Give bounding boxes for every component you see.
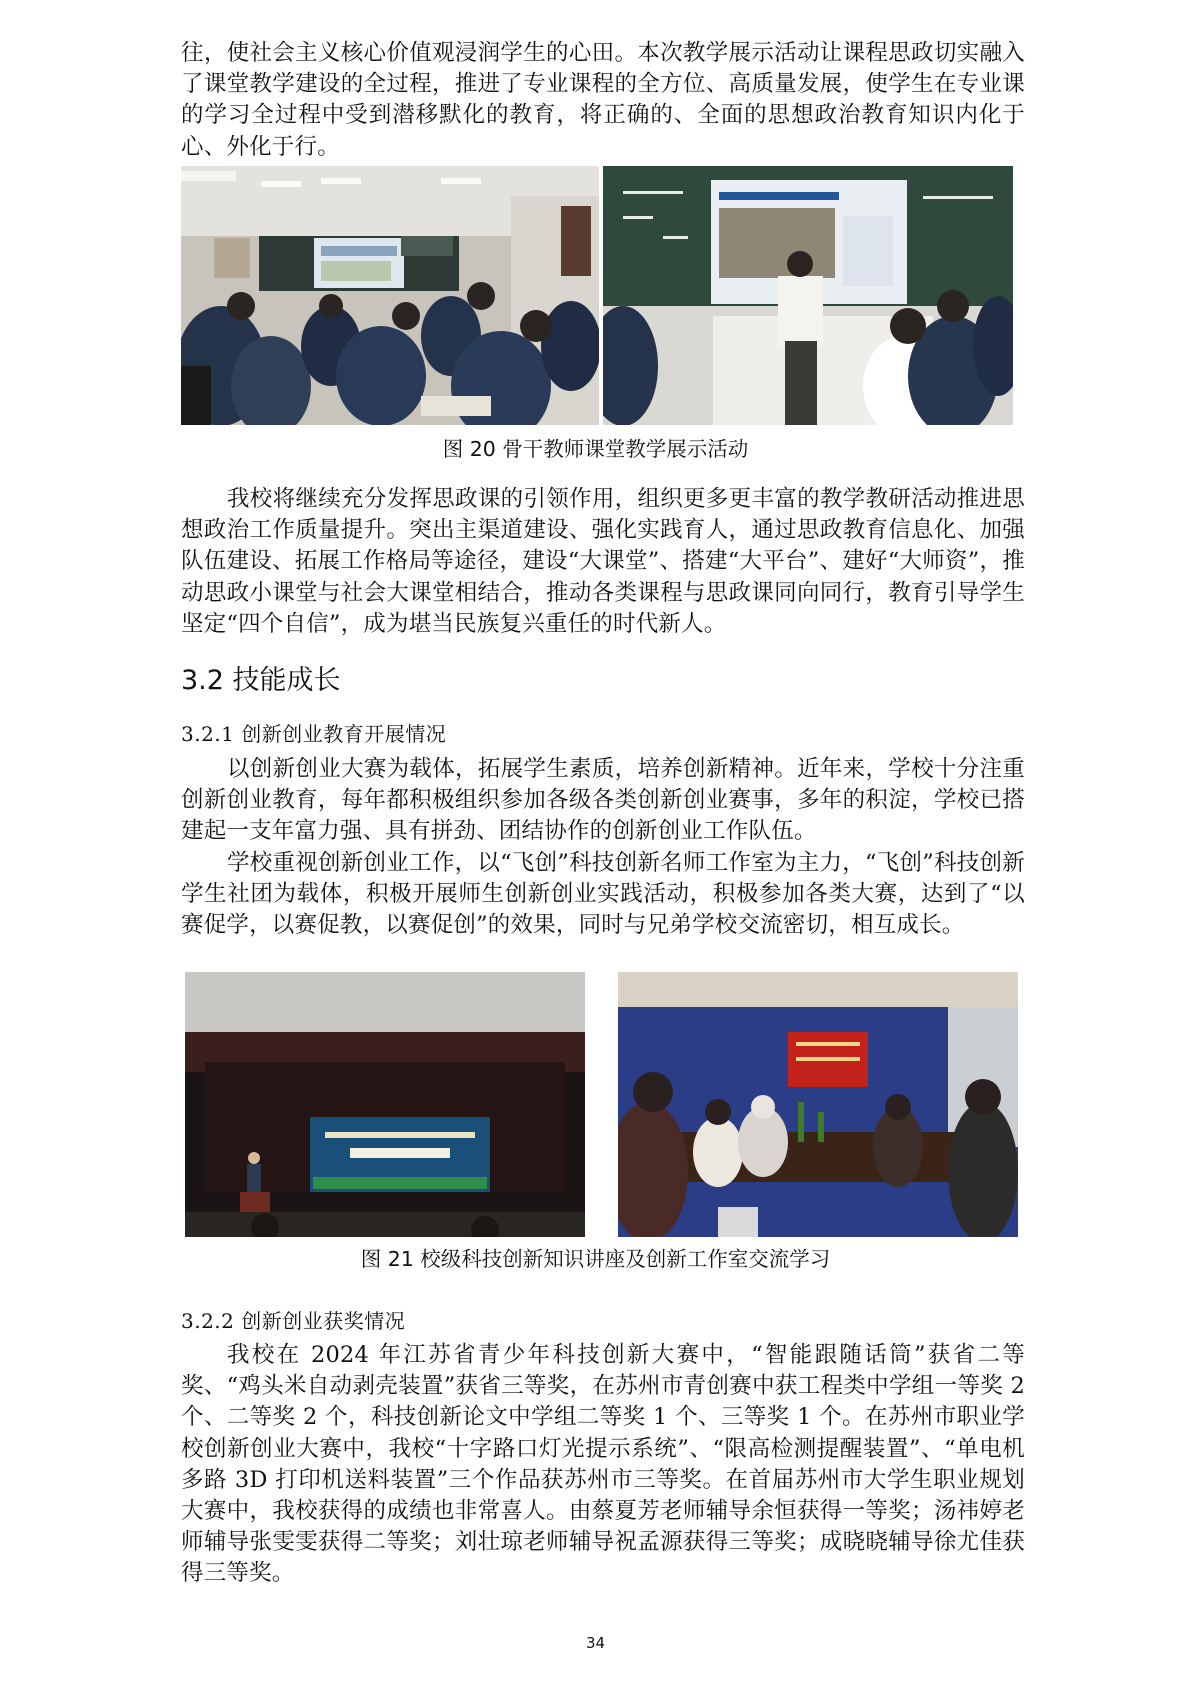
intro-paragraph: 往，使社会主义核心价值观浸润学生的心田。本次教学展示活动让课程思政切实融入了课堂教学建设的全过程，推进了专业课程的全方位、高质量发展，使学生在专业课的学习全过程中受到潜移默化的教育，将正确的、全面的思想政治教育知识内化于心、外化于行。 bbox=[181, 40, 1025, 160]
meeting-room-exchange-photo bbox=[618, 972, 1018, 1237]
ideology-paragraph: 我校将继续充分发挥思政课的引领作用，组织更多更丰富的教学教研活动推进思想政治工作质量提升。突出主渠道建设、强化实践育人，通过思政教育信息化、加强队伍建设、拓展工作格局等途径，建设“大课堂”、搭建“大平台”、建好“大师资”，推动思政小课堂与社会大课堂相结合，推动各类课程与思政课同向同行，教育引导学生坚定“四个自信”，成为堪当民族复兴重任的时代新人。 bbox=[181, 486, 1025, 637]
innovation-paragraph-2: 学校重视创新创业工作，以“飞创”科技创新名师工作室为主力，“飞创”科技创新学生社团为载体，积极开展师生创新创业实践活动，积极参加各类大赛，达到了“以赛促学，以赛促教，以赛促创”的效果，同时与兄弟学校交流密切，相互成长。 bbox=[181, 850, 1025, 939]
section-heading-3-2: 3.2 技能成长 bbox=[181, 665, 341, 696]
auditorium-lecture-photo bbox=[185, 972, 585, 1237]
awards-paragraph: 我校在 2024 年江苏省青少年科技创新大赛中，“智能跟随话筒”获省二等奖、“鸡头米自动剥壳装置”获省三等奖，在苏州市青创赛中获工程类中学组一等奖 2 个、二等奖 2 个，科技创新论文中学组二等奖 1 个、三等奖 1 个。在苏州市职业学校创新创业大赛中，我校“十字路口灯光提示系统”、“限高检测提醒装置”、“单电机多路 3D 打印机送料装置”三个作品获苏州市三等奖。在首届苏州市大学生职业规划大赛中，我校获得的成绩也非常喜人。由蔡夏芳老师辅导余恒获得一等奖；汤祎婷老师辅导张雯雯获得二等奖；刘壮琼老师辅导祝孟源获得三等奖；成晓晓辅导徐尤佳获得三等奖。 bbox=[181, 1342, 1025, 1587]
innovation-paragraph-1: 以创新创业大赛为载体，拓展学生素质，培养创新精神。近年来，学校十分注重创新创业教育，每年都积极组织参加各级各类创新创业赛事，多年的积淀，学校已搭建起一支年富力强、具有拼劲、团结协作的创新创业工作队伍。 bbox=[181, 756, 1025, 845]
section-heading-3-2-2: 3.2.2 创新创业获奖情况 bbox=[181, 1309, 406, 1333]
section-heading-3-2-1: 3.2.1 创新创业教育开展情况 bbox=[181, 722, 447, 746]
teacher-presenting-photo bbox=[603, 166, 1013, 425]
classroom-students-photo bbox=[181, 166, 599, 425]
page-number: 34 bbox=[585, 1634, 606, 1652]
figure-20-caption: 图 20 骨干教师课堂教学展示活动 bbox=[442, 437, 749, 461]
figure-21-caption: 图 21 校级科技创新知识讲座及创新工作室交流学习 bbox=[360, 1247, 831, 1271]
